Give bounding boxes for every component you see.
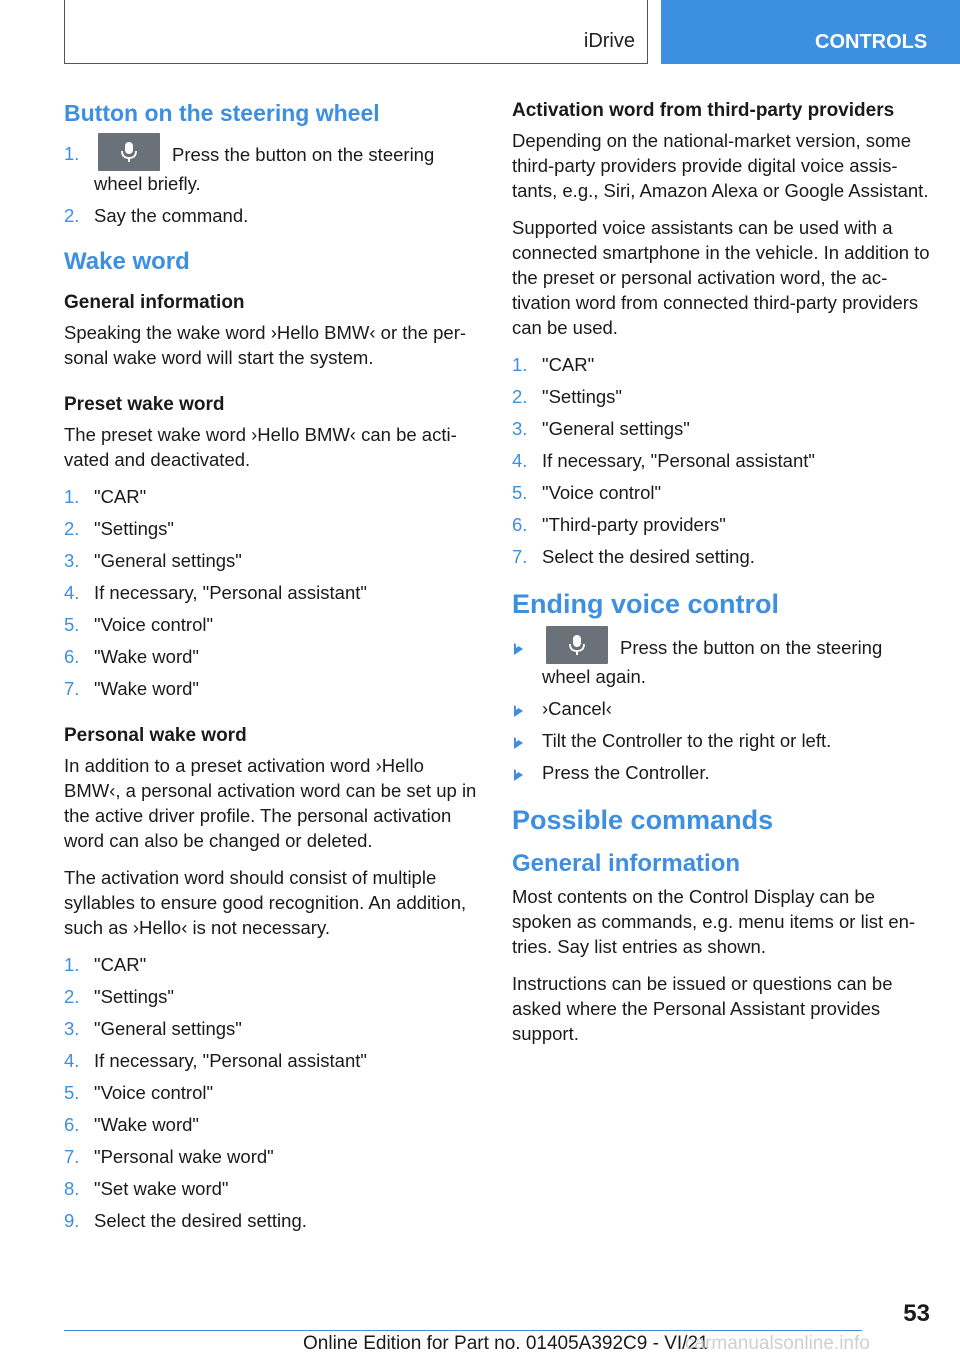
list-item: 6. "Wake word" [64,1114,199,1135]
general-info-heading: General information [64,292,245,313]
footer-watermark: carmanualsonline.info [685,1333,870,1354]
personal-wake-word-text-1: In addition to a preset activation word ›Hello BMW‹, a personal activation word can be set up in the active driver profile. The personal activation word can also be changed or deleted. [64,755,477,851]
commands-text-1: Most contents on the Control Display can be spoken as commands, e.g. menu items or list entries. Say list entries as shown. [512,886,916,957]
step-text: Press the button on the steering wheel briefly. [94,143,435,194]
voice-button-icon [546,626,608,664]
preset-steps [64,484,484,701]
header-chapter-box [64,0,648,64]
step-text: Say the command. [94,205,249,226]
list-item: 4. If necessary, "Personal assistant" [64,582,367,603]
list-item: 6. "Third-party providers" [512,514,726,535]
bullet-triangle-icon [514,761,523,786]
footer-divider [64,1330,862,1331]
list-item: 7. Select the desired setting. [512,546,755,567]
list-item: 2. "Settings" [64,986,174,1007]
button-heading: Button on the steering wheel [64,100,380,126]
list-item: 5. "Voice control" [64,1082,214,1103]
preset-wake-word-heading: Preset wake word [64,394,225,415]
list-item: 7. "Wake word" [64,678,199,699]
bullet-triangle-icon [514,729,523,754]
ending-items [512,634,932,785]
ending-voice-control-heading: Ending voice control [512,589,780,619]
page-number: 53 [903,1300,930,1327]
list-item: 9. Select the desired setting. [64,1210,307,1231]
list-item: Press the Controller. [512,760,932,785]
footer-edition: Online Edition for Part no. 01405A392C9 - VI/21 [303,1333,709,1354]
list-item: 3. "General settings" [64,550,242,571]
possible-commands-heading: Possible commands [512,805,774,835]
list-item: 7. "Personal wake word" [64,1146,274,1167]
header-section: CONTROLS [815,31,928,53]
list-item: 3. "General settings" [64,1018,242,1039]
list-item: ›Cancel‹ [512,696,932,721]
list-item: Press the button on the steering wheel again. [512,634,932,689]
list-item: 1. "CAR" [64,954,147,975]
list-item: 4. If necessary, "Personal assistant" [64,1050,367,1071]
third-party-text-1: Depending on the national-market version, some third-party providers provide digital voice assistants, e.g., Siri, Amazon Alexa or Google Assistant. [512,130,929,201]
general-info-text: Speaking the wake word ›Hello BMW‹ or the personal wake word will start the system. [64,322,467,368]
list-item: 3. "General settings" [512,418,690,439]
step-number: 1. [64,143,80,164]
personal-wake-word-heading: Personal wake word [64,725,247,746]
header-chapter: iDrive [583,30,635,52]
third-party-steps [512,352,932,569]
left-column [64,100,484,1253]
list-item [64,203,484,228]
commands-text-2: Instructions can be issued or questions can be asked where the Personal Assistant provides support. [512,973,893,1044]
list-item: 1. "CAR" [64,486,147,507]
bullet-triangle-icon [514,635,523,660]
list-item: 4. If necessary, "Personal assistant" [512,450,815,471]
bullet-triangle-icon [514,697,523,722]
personal-wake-word-text-2: The activation word should consist of multiple syllables to ensure good recognition. An addition, such as ›Hello‹ is not necessary. [64,867,467,938]
commands-general-info-heading: General information [512,850,741,877]
step-number: 2. [64,205,80,226]
list-item [64,141,484,196]
third-party-heading: Activation word from third-party providers [512,100,895,121]
wake-word-heading: Wake word [64,248,190,275]
third-party-text-2: Supported voice assistants can be used with a connected smartphone in the vehicle. In addition to the preset or personal activation word, the activation word from connected third-party providers can be used. [512,217,930,338]
button-steps [64,141,484,228]
header-section-tab [661,0,960,64]
list-item: 8. "Set wake word" [64,1178,229,1199]
list-item: 5. "Voice control" [512,482,662,503]
list-item: Tilt the Controller to the right or left. [512,728,932,753]
list-item: 2. "Settings" [64,518,174,539]
preset-wake-word-text: The preset wake word ›Hello BMW‹ can be activated and deactivated. [64,424,457,470]
list-item: 2. "Settings" [512,386,622,407]
list-item: 5. "Voice control" [64,614,214,635]
right-column [512,100,932,1058]
list-item: 6. "Wake word" [64,646,199,667]
voice-button-icon [98,133,160,171]
list-item: 1. "CAR" [512,354,595,375]
personal-steps [64,952,484,1233]
